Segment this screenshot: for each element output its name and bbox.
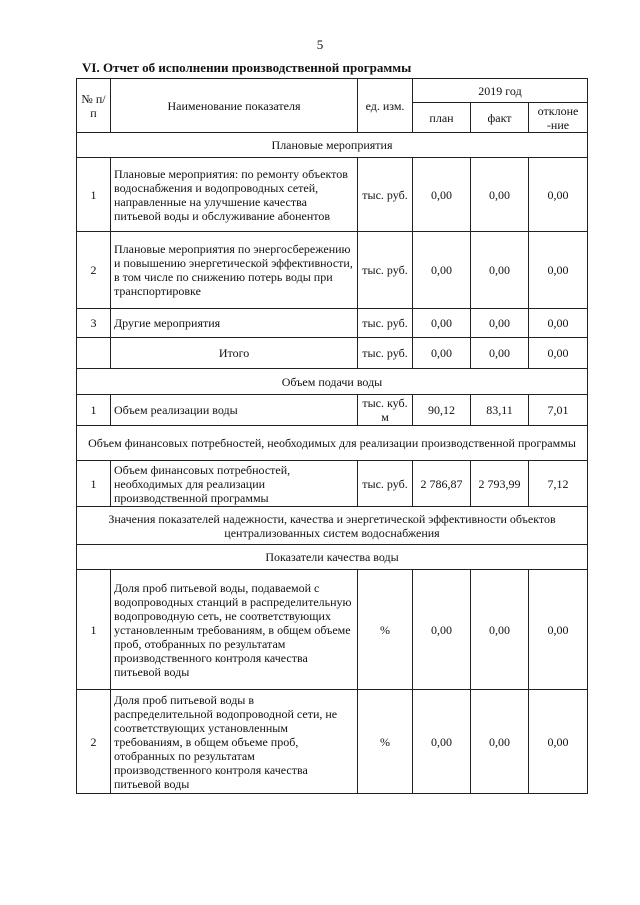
row-deviation: 0,00 xyxy=(529,232,588,309)
row-unit: тыс. руб. xyxy=(358,461,413,507)
row-name: Другие мероприятия xyxy=(111,309,358,338)
header-unit: ед. изм. xyxy=(358,79,413,133)
row-deviation: 0,00 xyxy=(529,309,588,338)
row-fact: 2 793,99 xyxy=(471,461,529,507)
row-unit: тыс. руб. xyxy=(358,232,413,309)
header-deviation: отклоне -ние xyxy=(529,103,588,133)
row-plan: 0,00 xyxy=(413,690,471,794)
row-fact: 0,00 xyxy=(471,232,529,309)
section-row xyxy=(77,426,588,461)
row-deviation: 7,01 xyxy=(529,395,588,426)
row-plan: 0,00 xyxy=(413,158,471,232)
table-row xyxy=(77,158,588,232)
row-deviation: 0,00 xyxy=(529,338,588,369)
row-fact: 0,00 xyxy=(471,309,529,338)
section-quality: Показатели качества воды xyxy=(77,545,588,570)
row-plan: 2 786,87 xyxy=(413,461,471,507)
row-unit: % xyxy=(358,690,413,794)
total-label: Итого xyxy=(111,338,358,369)
row-deviation: 0,00 xyxy=(529,690,588,794)
table-row xyxy=(77,461,588,507)
row-name: Объем реализации воды xyxy=(111,395,358,426)
report-table xyxy=(76,78,588,794)
row-fact: 0,00 xyxy=(471,690,529,794)
table-row xyxy=(77,570,588,690)
row-deviation: 0,00 xyxy=(529,158,588,232)
header-num: № п/п xyxy=(77,79,111,133)
row-name: Плановые мероприятия: по ремонту объектов водоснабжения и водопроводных сетей, направленные на улучшение качества питьевой воды и обслуживание абонентов xyxy=(111,158,358,232)
row-deviation: 0,00 xyxy=(529,570,588,690)
row-num: 2 xyxy=(77,690,111,794)
section-finance: Объем финансовых потребностей, необходимых для реализации производственной программы xyxy=(77,426,588,461)
row-name: Доля проб питьевой воды в распределительной водопроводной сети, не соответствующих установленным требованиям, в общем объеме проб, отобранных по результатам производственного контроля качества питьевой воды xyxy=(111,690,358,794)
header-name: Наименование показателя xyxy=(111,79,358,133)
row-num: 3 xyxy=(77,309,111,338)
row-unit: % xyxy=(358,570,413,690)
section-title: VI. Отчет об исполнении производственной программы xyxy=(82,60,412,75)
row-fact: 0,00 xyxy=(471,158,529,232)
row-num: 1 xyxy=(77,570,111,690)
row-num: 1 xyxy=(77,461,111,507)
row-deviation: 7,12 xyxy=(529,461,588,507)
row-name: Доля проб питьевой воды, подаваемой с водопроводных станций в распределительную водопроводную сеть, не соответствующих установленным требованиям, в общем объеме проб, отобранных по результатам производственного контроля качества питьевой воды xyxy=(111,570,358,690)
table-row xyxy=(77,395,588,426)
row-num: 1 xyxy=(77,395,111,426)
row-fact: 83,11 xyxy=(471,395,529,426)
row-plan: 0,00 xyxy=(413,232,471,309)
row-plan: 0,00 xyxy=(413,338,471,369)
row-unit: тыс. руб. xyxy=(358,338,413,369)
row-name: Объем финансовых потребностей, необходимых для реализации производственной программы xyxy=(111,461,358,507)
header-fact: факт xyxy=(471,103,529,133)
total-row xyxy=(77,338,588,369)
row-num: 1 xyxy=(77,158,111,232)
row-fact: 0,00 xyxy=(471,338,529,369)
page-number: 5 xyxy=(316,37,324,52)
row-unit: тыс. руб. xyxy=(358,158,413,232)
section-row xyxy=(77,133,588,158)
row-name: Плановые мероприятия по энергосбережению и повышению энергетической эффективности, в том числе по снижению потерь воды при транспортировке xyxy=(111,232,358,309)
row-unit: тыс. куб. м xyxy=(358,395,413,426)
row-num xyxy=(77,338,111,369)
section-row xyxy=(77,507,588,545)
table-row xyxy=(77,309,588,338)
header-year: 2019 год xyxy=(413,79,588,103)
section-row xyxy=(77,545,588,570)
row-plan: 90,12 xyxy=(413,395,471,426)
row-num: 2 xyxy=(77,232,111,309)
table-row xyxy=(77,690,588,794)
header-plan: план xyxy=(413,103,471,133)
row-plan: 0,00 xyxy=(413,570,471,690)
row-plan: 0,00 xyxy=(413,309,471,338)
section-row xyxy=(77,369,588,395)
row-unit: тыс. руб. xyxy=(358,309,413,338)
header-row xyxy=(77,79,588,103)
section-supply: Объем подачи воды xyxy=(77,369,588,395)
section-reliability: Значения показателей надежности, качества и энергетической эффективности объектов централизованных систем водоснабжения xyxy=(77,507,588,545)
row-fact: 0,00 xyxy=(471,570,529,690)
table-row xyxy=(77,232,588,309)
section-planned: Плановые мероприятия xyxy=(77,133,588,158)
